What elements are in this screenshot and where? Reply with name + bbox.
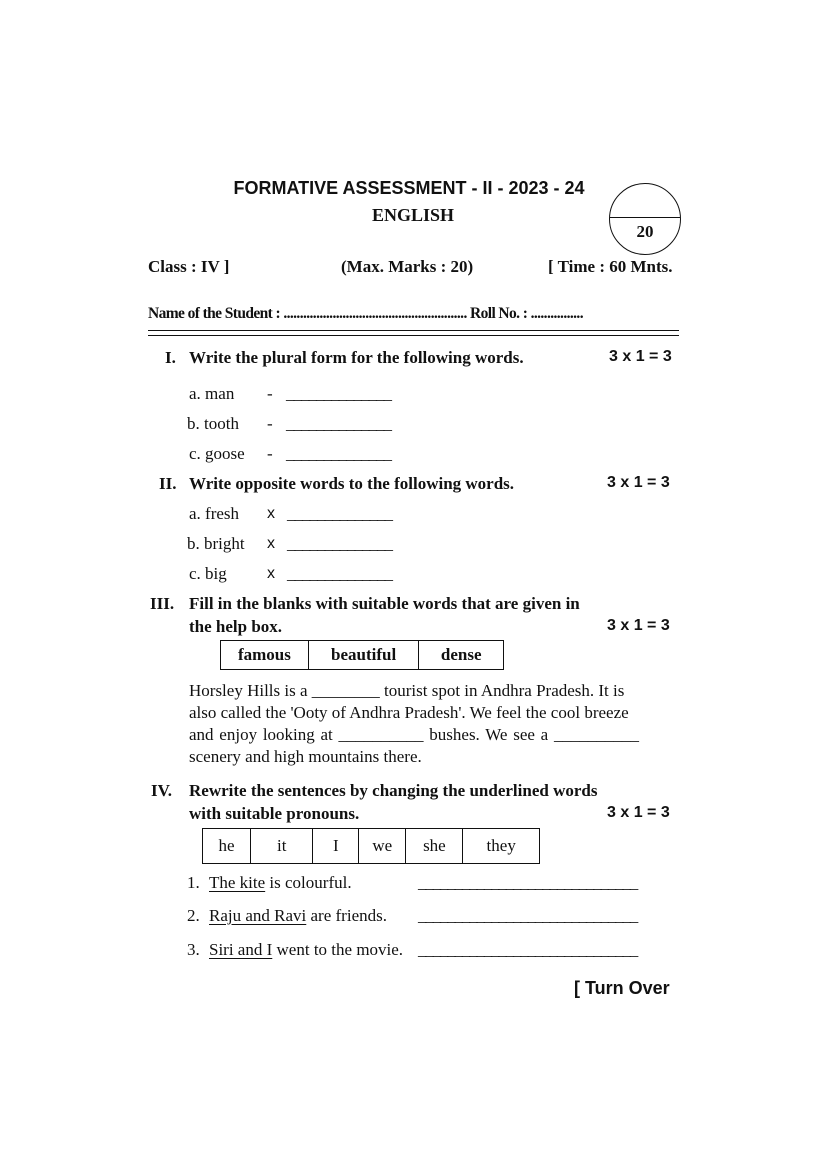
q2-instruction: Write opposite words to the following words.	[189, 474, 515, 493]
q2-item-x: x	[267, 505, 275, 522]
student-name-line: Name of the Student : ........................................................ Roll No. : ................	[148, 305, 583, 322]
q2-item-blank[interactable]: ______________	[287, 534, 392, 553]
q4-sentence-number: 1.	[187, 873, 200, 892]
q4-sentence-text	[209, 940, 403, 960]
exam-title: FORMATIVE ASSESSMENT - II - 2023 - 24	[233, 178, 585, 198]
q4-instruction-line2: with suitable pronouns.	[189, 804, 360, 823]
pronoun-word: we	[359, 829, 406, 864]
q3-number: III.	[150, 594, 175, 613]
q3-instruction-line2: the help box.	[189, 617, 283, 636]
q4-instruction-line1: Rewrite the sentences by changing the underlined words	[189, 781, 598, 800]
sentence-rest: is colourful.	[265, 873, 352, 892]
help-word: dense	[419, 641, 504, 670]
help-word: beautiful	[308, 641, 419, 670]
q1-item-word: c. goose	[189, 444, 245, 463]
q4-sentence-text	[209, 906, 387, 926]
q3-marks: 3 x 1 = 3	[607, 617, 670, 634]
underlined-words: Raju and Ravi	[209, 906, 307, 925]
q1-item-word: b. tooth	[187, 414, 239, 433]
q1-item-dash: -	[267, 444, 273, 463]
q3-paragraph-line: Horsley Hills is a ________ tourist spot in Andhra Pradesh. It is	[189, 681, 625, 700]
total-marks-circle	[609, 183, 681, 255]
pronoun-word: she	[406, 829, 463, 864]
turn-over-label: [ Turn Over	[574, 978, 670, 998]
sentence-rest: are friends.	[306, 906, 387, 925]
help-word: famous	[221, 641, 309, 670]
q1-item-blank[interactable]: ______________	[286, 444, 391, 463]
q1-number: I.	[165, 348, 176, 367]
pronoun-word: I	[313, 829, 359, 864]
q4-number: IV.	[151, 781, 172, 800]
q1-item-dash: -	[267, 414, 273, 433]
q2-item-word: b. bright	[187, 534, 245, 553]
total-marks: 20	[636, 222, 654, 241]
class-label: Class : IV ]	[148, 257, 230, 276]
q1-item-blank[interactable]: ______________	[286, 414, 391, 433]
q4-sentence-number: 3.	[187, 940, 200, 959]
q4-sentence-text	[209, 873, 352, 893]
q2-item-blank[interactable]: ______________	[287, 564, 392, 583]
pronoun-word: he	[203, 829, 251, 864]
q3-instruction-line1: Fill in the blanks with suitable words that are given in	[189, 594, 580, 613]
q2-item-x: x	[267, 535, 275, 552]
q4-pronoun-box	[202, 828, 540, 864]
q1-instruction: Write the plural form for the following words.	[189, 348, 524, 367]
q4-marks: 3 x 1 = 3	[607, 804, 670, 821]
q1-item-dash: -	[267, 384, 273, 403]
q4-answer-blank[interactable]: ______________________________	[418, 940, 638, 959]
sentence-rest: went to the movie.	[272, 940, 404, 959]
time-label: [ Time : 60 Mnts.	[548, 257, 673, 276]
q1-marks: 3 x 1 = 3	[609, 348, 672, 365]
underlined-words: The kite	[209, 873, 266, 892]
pronoun-word: it	[251, 829, 313, 864]
q3-paragraph-line: and enjoy looking at __________ bushes. We see a __________	[189, 725, 639, 744]
q3-paragraph-line: scenery and high mountains there.	[189, 747, 422, 766]
q4-sentence-number: 2.	[187, 906, 200, 925]
divider-line-1	[148, 330, 679, 331]
q2-item-word: a. fresh	[189, 504, 240, 523]
divider-line-2	[148, 335, 679, 336]
q2-marks: 3 x 1 = 3	[607, 474, 670, 491]
subject-title: ENGLISH	[371, 205, 455, 225]
q3-help-box	[220, 640, 504, 670]
q2-item-blank[interactable]: ______________	[287, 504, 392, 523]
q2-item-x: x	[267, 565, 275, 582]
q3-paragraph-line: also called the 'Ooty of Andhra Pradesh'. We feel the cool breeze	[189, 703, 629, 722]
q2-number: II.	[159, 474, 177, 493]
q1-item-word: a. man	[189, 384, 235, 403]
q1-item-blank[interactable]: ______________	[286, 384, 391, 403]
max-marks-label: (Max. Marks : 20)	[341, 257, 474, 276]
underlined-words: Siri and I	[209, 940, 273, 959]
q4-answer-blank[interactable]: ______________________________	[418, 906, 638, 925]
q2-item-word: c. big	[189, 564, 227, 583]
q4-answer-blank[interactable]: ______________________________	[418, 873, 638, 892]
pronoun-word: they	[463, 829, 540, 864]
